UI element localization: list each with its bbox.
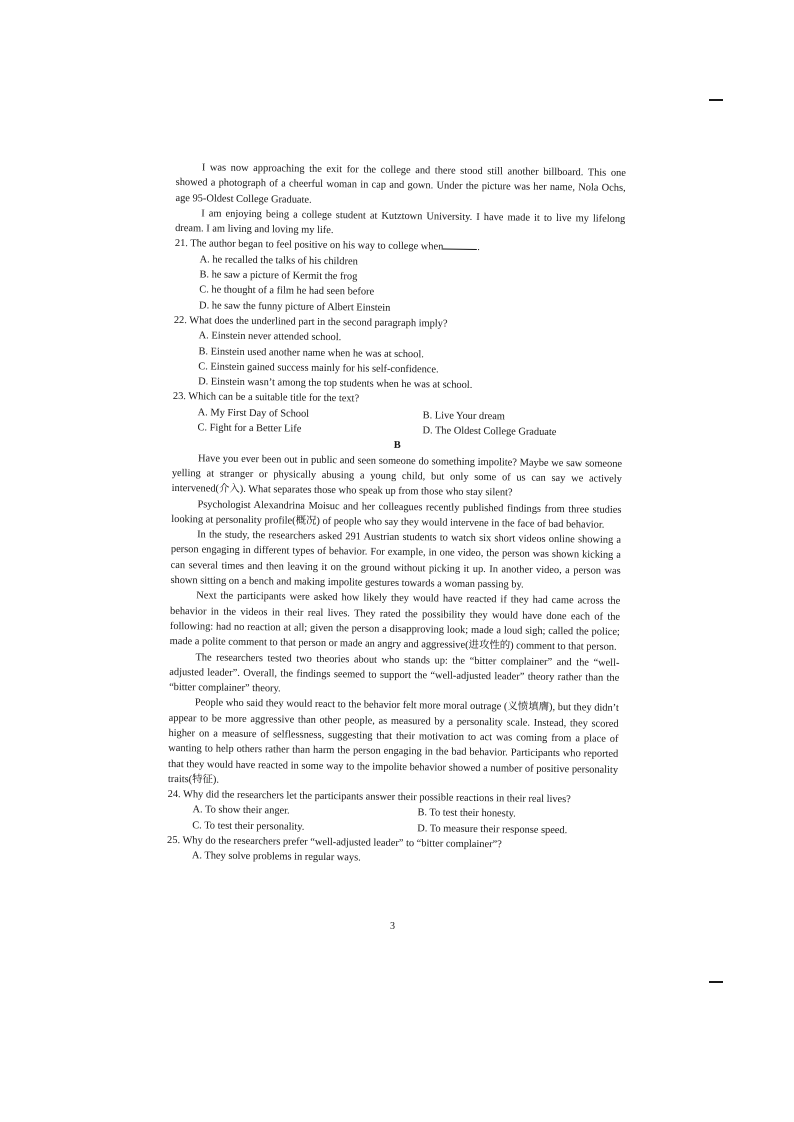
paragraph: Next the participants were asked how likely they would have reacted if they had came across the behavior in the videos in their real lives. They rated the possibility they would have done each of the following: had no reaction at all; given the person a disapproving look; made a loud sigh; called the police; made a polite comment to that person or made an angry and aggressive(进攻性的) comment to that person. — [169, 590, 621, 654]
paragraph: I was now approaching the exit for the college and there stood still another billboard. This one showed a photograph of a cheerful woman in cap and gown. Under the picture was her name, Nola Ochs, age 95-Oldest College Graduate. — [175, 162, 626, 206]
question-21: 21. The author began to feel positive on his way to college when . — [174, 238, 481, 254]
option: D. he saw the funny picture of Albert Einstein — [199, 299, 391, 314]
question-23: 23. Which can be a suitable title for the text? — [172, 391, 360, 405]
option: A. My First Day of School — [197, 407, 310, 420]
paragraph: The researchers tested two theories about who stands up: the “bitter complainer” and the “well-adjusted leader”. Overall, the findings seemed to support the “well-adjusted leader” theory rather than the “bitter complainer” theory. — [169, 651, 620, 695]
margin-mark — [709, 981, 723, 983]
option: C. Fight for a Better Life — [197, 422, 302, 435]
question-stem: 21. The author began to feel positive on his way to college when — [174, 238, 444, 253]
answer-blank — [443, 240, 477, 250]
option: D. The Oldest College Graduate — [422, 425, 557, 439]
page-content — [167, 160, 626, 869]
paragraph: People who said they would react to the behavior felt more moral outrage (义愤填膺), but they didn’t appear to be more aggressive than other people, as measured by a personality scale. Instead, they scored higher on a measure of selflessness, suggesting that their motivation to act was coming from a place of wanting to help others rather than harm the person engaging in the bad behavior. Participants who reported that they would have reacted in some way to the impolite behavior showed a number of positive personality traits(特征). — [167, 697, 619, 786]
option: C. he thought of a film he had seen before — [199, 284, 375, 298]
paragraph: Have you ever been out in public and seen someone do something impolite? Maybe we saw someone yelling at stranger or physically abusing a young child, but only some of us can say we actively intervened(介入). What separates those who speak up from those who stay silent? — [171, 452, 623, 499]
page-number: 3 — [390, 921, 395, 932]
paragraph: I am enjoying being a college student at Kutztown University. I have made it to live my lifelong dream. I am living and loving my life. — [175, 208, 626, 237]
option: B. he saw a picture of Kermit the frog — [199, 269, 358, 283]
option: B. To test their honesty. — [417, 807, 516, 820]
option: C. Einstein gained success mainly for his self-confidence. — [198, 361, 439, 376]
option: B. Einstein used another name when he was at school. — [198, 345, 424, 360]
option: A. he recalled the talks of his children — [199, 254, 358, 268]
option-grid — [197, 405, 622, 441]
option: A. To show their anger. — [192, 804, 290, 818]
paragraph: In the study, the researchers asked 291 Austrian students to watch six short videos online showing a person engaging in different types of behavior. For example, in one video, the person was shown kicking a can several times and then leaving it on the ground without picking it up. In another video, a person was shown sitting on a bench and making impolite gestures towards a woman passing by. — [170, 529, 622, 591]
question-24: 24. Why did the researchers let the participants answer their possible reactions in their real lives? — [167, 789, 571, 806]
option: C. To test their personality. — [192, 820, 305, 833]
section-heading: B — [393, 440, 401, 452]
question-25: 25. Why do the researchers prefer “well-adjusted leader” to “bitter complainer”? — [167, 835, 502, 851]
option: A. Einstein never attended school. — [198, 330, 342, 344]
question-22: 22. What does the underlined part in the second paragraph imply? — [173, 314, 448, 330]
paragraph: Psychologist Alexandrina Moisuc and her colleagues recently published findings from three studies looking at personality profile(概况) of people who say they would intervene in the face of bad behavior. — [171, 498, 622, 531]
option: A. They solve problems in regular ways. — [191, 850, 361, 864]
option: B. Live Your dream — [422, 410, 506, 423]
option: D. Einstein wasn’t among the top students when he was at school. — [198, 376, 473, 392]
option: D. To measure their response speed. — [417, 822, 568, 836]
margin-mark — [709, 99, 723, 101]
